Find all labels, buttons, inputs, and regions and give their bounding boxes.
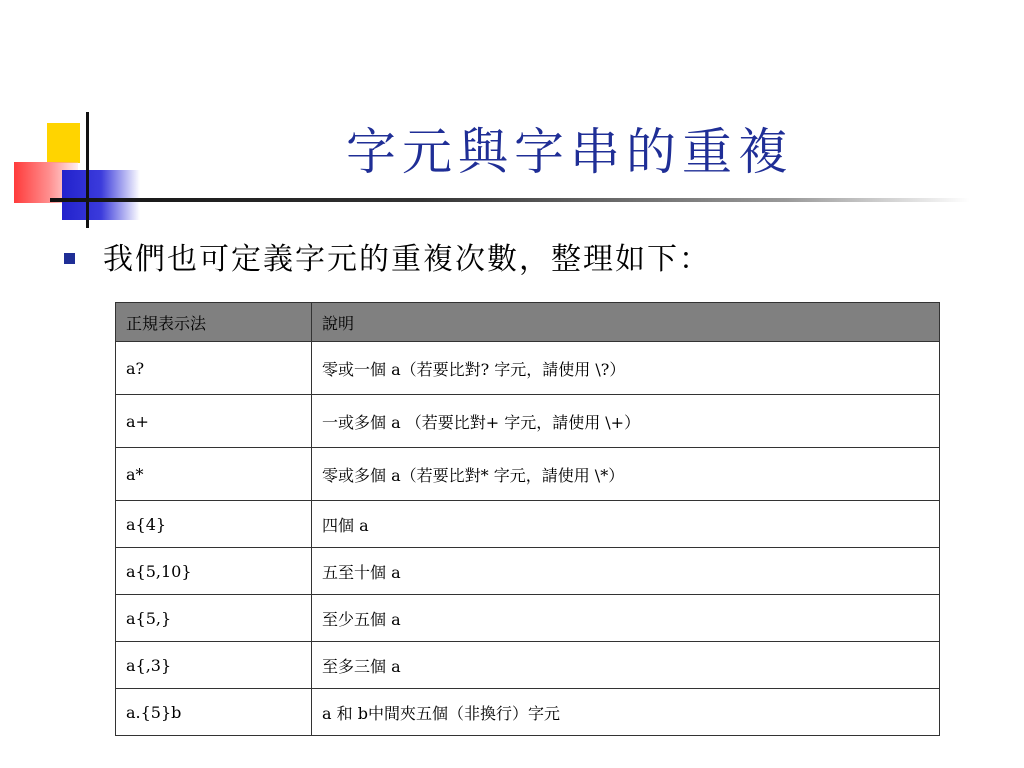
decor-vertical-line [86,112,89,228]
header-pattern: 正規表示法 [116,303,312,342]
decor-blue-square [62,170,140,220]
table-row [116,501,940,548]
pattern-cell: a{5,} [116,595,312,642]
description-cell: 五至十個 a [312,548,940,595]
decor-yellow-square [47,123,80,163]
pattern-cell: a+ [116,395,312,448]
description-cell: 四個 a [312,501,940,548]
description-cell: a 和 b中間夾五個（非換行）字元 [312,689,940,736]
description-cell: 至少五個 a [312,595,940,642]
regex-repetition-table [115,302,940,736]
title-underline [50,198,970,202]
table-row [116,595,940,642]
header-description: 說明 [312,303,940,342]
table-row [116,689,940,736]
table-row [116,395,940,448]
pattern-cell: a{5,10} [116,548,312,595]
pattern-cell: a{,3} [116,642,312,689]
pattern-cell: a* [116,448,312,501]
pattern-cell: a{4} [116,501,312,548]
bullet-item [64,234,711,278]
pattern-cell: a? [116,342,312,395]
table-row [116,642,940,689]
table-row [116,448,940,501]
table-row [116,342,940,395]
pattern-cell: a.{5}b [116,689,312,736]
description-cell: 零或多個 a（若要比對* 字元，請使用 \*） [312,448,940,501]
description-cell: 至多三個 a [312,642,940,689]
table-header-row [116,303,940,342]
table-row [116,548,940,595]
description-cell: 一或多個 a （若要比對+ 字元，請使用 \+） [312,395,940,448]
slide-title: 字元與字串的重複 [346,123,794,181]
bullet-text: 我們也可定義字元的重複次數，整理如下： [103,242,711,277]
bullet-square-icon [64,253,75,264]
description-cell: 零或一個 a（若要比對? 字元，請使用 \?） [312,342,940,395]
